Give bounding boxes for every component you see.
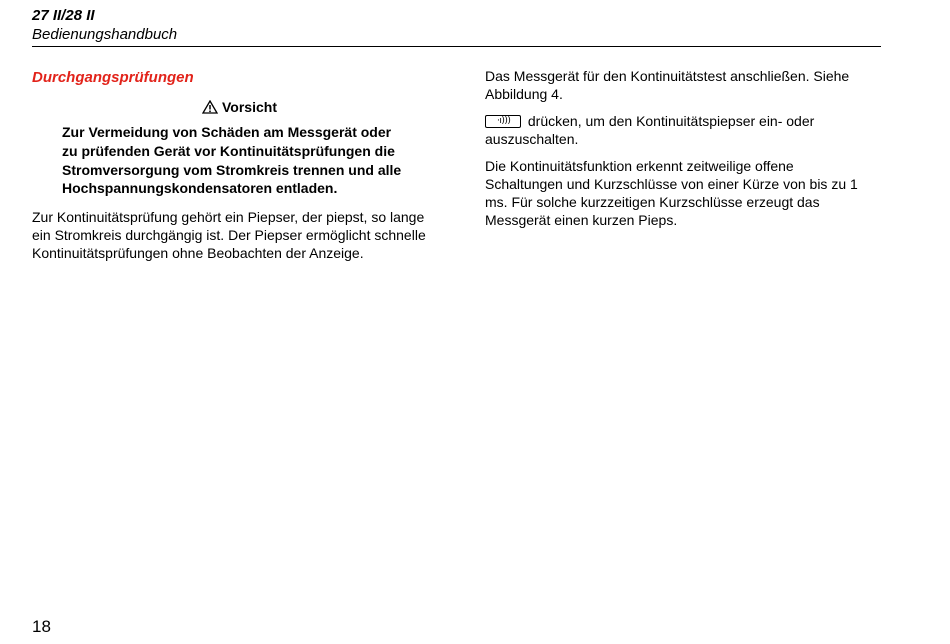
section-heading: Durchgangsprüfungen xyxy=(32,69,194,86)
caution-text: Zur Vermeidung von Schäden am Messgerät oder zu prüfenden Gerät vor Kontinuitätsprüfungen die Stromversorgung vom Stromkreis trennen und alle Hochspannungskondensatoren entladen. xyxy=(62,124,402,197)
header-subtitle: Bedienungshandbuch xyxy=(32,26,178,43)
caution-title xyxy=(32,98,432,118)
page-header xyxy=(32,6,881,47)
warning-triangle-icon xyxy=(202,100,218,118)
right-column xyxy=(485,67,875,229)
beeper-key-icon: ·ı))) xyxy=(485,115,521,128)
header-model: 27 II/28 II xyxy=(32,7,95,24)
intermittent-paragraph: Die Kontinuitätsfunktion erkennt zeitweilige offene Schaltungen und Kurzschlüsse von einer Kürze von bis zu 1 ms. Für solche kurzzeitigen Kurzschlüsse erzeugt das Messgerät einen kurzen Pieps. xyxy=(485,158,858,228)
page-number: 18 xyxy=(32,617,51,636)
beeper-toggle-paragraph xyxy=(485,112,875,148)
caution-label: Vorsicht xyxy=(222,99,277,115)
left-column xyxy=(32,68,432,262)
connect-paragraph: Das Messgerät für den Kontinuitätstest anschließen. Siehe Abbildung 4. xyxy=(485,68,850,102)
beeper-toggle-text: drücken, um den Kontinuitätspiepser ein- oder auszuschalten. xyxy=(485,113,815,147)
continuity-paragraph: Zur Kontinuitätsprüfung gehört ein Piepser, der piepst, so lange ein Stromkreis durchgängig ist. Der Piepser ermöglicht schnelle Kontinuitätsprüfungen ohne Beobachten der Anzeige. xyxy=(32,209,426,262)
